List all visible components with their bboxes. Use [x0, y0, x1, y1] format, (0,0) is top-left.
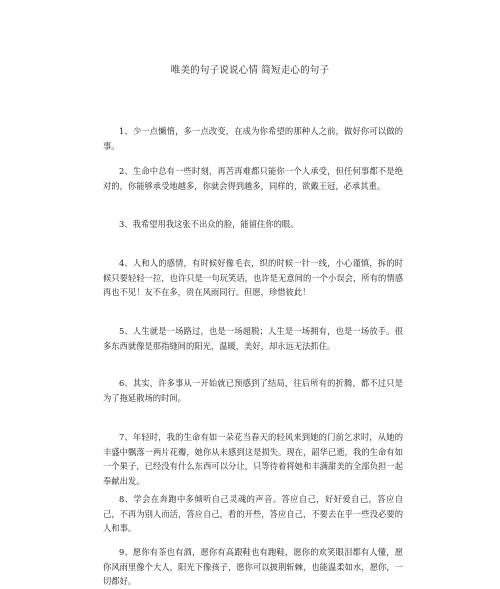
paragraph-5: 5、人生就是一场路过，也是一场超脱；人生是一场拥有，也是一场放手。很多东西就像是那指缝间的阳光，温暖，美好，却永远无法抓住。 [103, 326, 403, 351]
paragraph-8: 8、学会在奔跑中多倾听自己灵魂的声音。答应自己，好好爱自己，答应自己，不再为别人而活，答应自己，看的开些，答应自己，不要去在乎一些没必要的人和事。 [103, 494, 403, 533]
paragraph-4: 4、人和人的感情，有时候好像毛衣，织的时候一针一线，小心谨慎，拆的时候只要轻轻一拉，也许只是一句玩笑话，也许是无意间的一个小误会，所有的情感再也不见！友不在多，贵在风雨同行。但愿，珍惜彼此！ [103, 258, 403, 297]
document-title: 唯美的句子说说心情 简短走心的句子 [170, 65, 330, 76]
paragraph-3: 3、我希望用我这张不出众的脸，能留住你的眼。 [119, 219, 299, 229]
paragraph-9: 9、愿你有茶也有酒，愿你有高跟鞋也有跑鞋，愿你的欢笑眼泪都有人懂，愿你风雨里像个大人，阳光下像孩子，愿你可以披荆斩棘，也能温柔如水，愿你，一切都好。 [103, 547, 403, 586]
paragraph-6: 6、其实，许多事从一开始就已预感到了结局，往后所有的折腾，都不过只是为了拖延散场的时间。 [103, 378, 403, 403]
paragraph-2: 2、生命中总有一些时刻，再苦再难都只能你一个人承受，但任何事都不是绝对的，你能够承受地越多，你就会得到越多，同样的，欲戴王冠，必承其重。 [103, 166, 403, 191]
paragraph-1: 1、少一点懒惰，多一点改变，在成为你希望的那种人之前，做好你可以做的事。 [103, 126, 403, 151]
paragraph-7: 7、年轻时，我的生命有如一朵花当春天的轻风来到她的门前乞求时，从她的丰盛中飘落一两片花瓣，她你从未感到这是损失。现在，韶华已逝，我的生命有如一个果子，已经没有什么东西可以分让，只等待着将她和丰满甜美的全部负担一起奉献出发。 [103, 432, 403, 486]
